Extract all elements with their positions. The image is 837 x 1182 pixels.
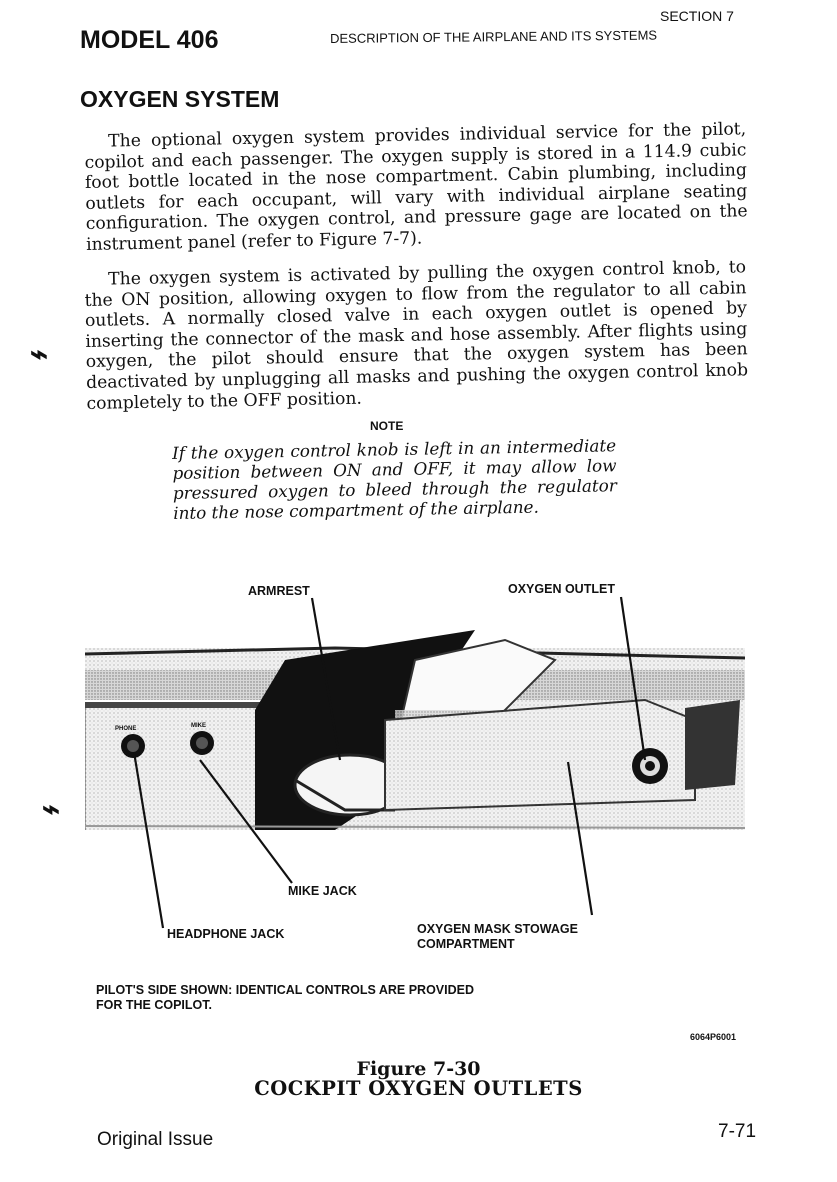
callout-headphone-jack: HEADPHONE JACK [167, 927, 285, 941]
figure-number: Figure 7-30 [356, 1058, 481, 1080]
note-label: NOTE [370, 419, 404, 433]
figure-title: COCKPIT OXYGEN OUTLETS [254, 1077, 583, 1100]
paragraph-1: The optional oxygen system provides individual service for the pilot, copilot and each passenger. The oxygen supply is stored in a 114.9 cubic foot bottle located in the nose compartment. Cabin plumbing, including outlets for each occupant, will vary with individual airplane seating configuration. The oxygen control, and pressure gage are located on the instrument panel (refer to Figure 7-7). [84, 119, 748, 255]
page-title: OXYGEN SYSTEM [80, 86, 280, 112]
callout-armrest: ARMREST [248, 584, 310, 598]
panel-mike-label: MIKE [191, 723, 206, 729]
figure-caption-note: PILOT'S SIDE SHOWN: IDENTICAL CONTROLS ARE PROVIDED FOR THE COPILOT. [96, 983, 474, 1012]
paragraph-2: The oxygen system is activated by pulling the oxygen control knob, to the ON position, allowing oxygen to flow from the regulator to all cabin outlets. A normally closed valve in each oxygen outlet is opened by inserting the connector of the mask and hose assembly. After flights using oxygen, the pilot should ensure that the oxygen system has been deactivated by unplugging all masks and pushing the oxygen control knob completely to the OFF position. [84, 257, 749, 414]
model-title: MODEL 406 [80, 26, 219, 54]
callout-oxygen-outlet: OXYGEN OUTLET [508, 582, 615, 596]
section-description: DESCRIPTION OF THE AIRPLANE AND ITS SYSTEMS [330, 27, 658, 46]
cockpit-photo [85, 600, 745, 860]
callout-stowage-compartment: OXYGEN MASK STOWAGE COMPARTMENT [417, 922, 578, 951]
page-number: 7-71 [718, 1121, 757, 1142]
section-label: SECTION 7 [660, 8, 734, 24]
revision-bar-icon: ⌁ [30, 338, 49, 371]
issue-label: Original Issue [97, 1129, 214, 1150]
panel-phone-label: PHONE [115, 726, 137, 732]
photo-code: 6064P6001 [690, 1032, 737, 1042]
revision-bar-icon: ⌁ [42, 793, 61, 826]
note-text: If the oxygen control knob is left in an intermediate position between ON and OFF, it may allow low pressured oxygen to bleed through the regulator into the nose compartment of the airplane. [172, 435, 617, 523]
callout-mike-jack: MIKE JACK [288, 884, 357, 898]
